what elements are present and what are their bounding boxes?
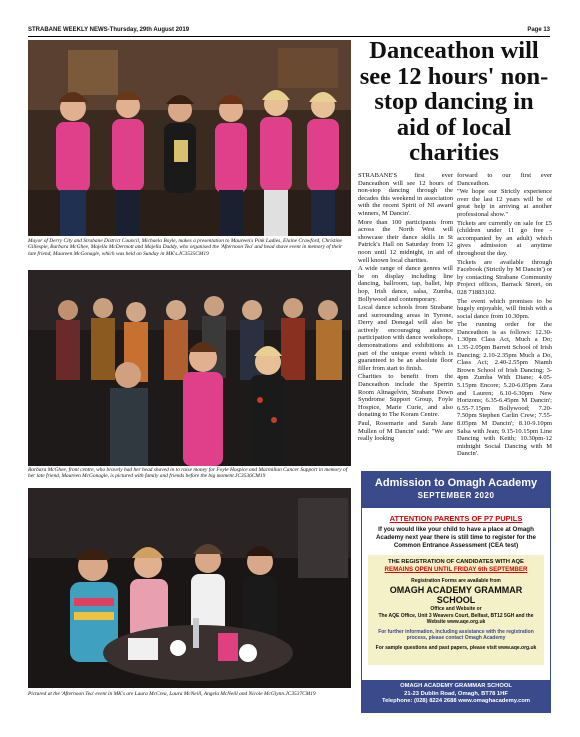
caption-photo-1: Mayor of Derry City and Strabane District Council, Michaela Boyle, makes a presentation to Maureen's Pink Ladies, Elaine Crawford, Christine Gillespie, Barbara McGhee, Majella McDermott and Majella Daddy, who organised the 'Afternoon Tea' and head shave event in memory of their late friend, Maureen McGonagle, which was held on Sunday in MK's.JC3535CM19: [28, 238, 343, 257]
paragraph: Local dance schools from Strabane and surrounding areas in Tyrone, Derry and Donegal will also be actively encouraging audience participation with dance workshops, demonstrations and exhibitions as part of the unique event which is guaranteed to be an absolute floor filler from start to finish.: [358, 304, 453, 372]
photo-pink-ladies-presentation: [28, 40, 351, 236]
article-column-2: [457, 172, 552, 464]
paragraph: STRABANE'S first ever Danceathon will see 12 hours of non-stop dancing through the decades this weekend in association with the recent Spirit of NI award winners, M Dancin'.: [358, 172, 453, 217]
registration-forms: Registration Forms are available from: [411, 578, 501, 584]
paragraph: forward to our first ever Danceathon.: [457, 172, 552, 187]
advert-intro: [362, 526, 550, 550]
advert-title: Admission to Omagh Academy: [374, 477, 538, 489]
page-number: Page 13: [527, 27, 550, 33]
registration-heading: THE REGISTRATION OF CANDIDATES WITH AQE: [388, 559, 524, 565]
further-info: For further information, including assistance with the registration process, please contact Omagh Academy: [378, 629, 534, 641]
advert-banner: [362, 472, 550, 508]
aqe-office-address: The AQE Office, Unit 3 Weavers Court, Belfast, BT12 5GH and the Website www.aqe.org.uk: [378, 613, 534, 625]
newspaper-date: STRABANE WEEKLY NEWS-Thursday, 29th August 2019: [28, 27, 190, 33]
article-headline: Danceathon will see 12 hours' non-stop dancing in aid of local charities: [359, 37, 549, 166]
photo-barbara-family: [28, 270, 351, 466]
paragraph: Tickets are currently on sale for £5 (children under 11 go free - accompanied by an adult) which gives admission at anytime throughout the day.: [457, 219, 552, 257]
school-name: OMAGH ACADEMY GRAMMAR SCHOOL: [389, 585, 523, 605]
caption-photo-3: Pictured at the 'Afternoon Tea' event in MK's are Laura McCrea, Laura McNeill, Angela McNeill and Nicole McGlynn.JC3537CM19: [28, 691, 316, 697]
paragraph: The running order for the Danceathon is as follows: 12.30-1.30pm Class Act, Much a Do; 1.35-2.05pm Barrett School of Irish Dancing; 2.10-2.35pm Much a Do, Class Act; 2.40-2.55pm Niamh Brown School of Irish Dancing; 3-4pm Zumba With Diane; 4.05-5.15pm Encore; 5.20-6.05pm Zara and Lauren; 6.10-6.30pm New Horizons; 6.35-6.45pm M Dancin'; 6.55-7.15pm Bollywood; 7.20-7.50pm Stephen Carlin Crew; 7.55-8.05pm M Dancin'; 8.10-9.10pm Salsa with Jean; 9.15-10.15pm Line Dancing with Keith; 10.30pm-12 midnight Social Dancing with M Dancin'.: [457, 321, 552, 458]
paragraph: More than 100 participants from across the North West will showcase their dance skills in St Patrick's Hall on Saturday from 12 noon until 12 midnight, in aid of well known local charities.: [358, 218, 453, 264]
advert-intro-text: If you would like your child to have a place at Omagh Academy next year there is still time to register for the: [376, 526, 536, 541]
advert-intro-test: Common Entrance Assessment (CEA test): [393, 542, 519, 549]
paragraph: "We hope our Strictly experience over the last 12 years will be of great help in arriving at another professional show.": [457, 188, 552, 218]
paragraph: A wide range of dance genres will be on display including line dancing, ballroom, tap, ballet, hip hop, Irish dance, salsa, Zumba, Bollywood and contemporary.: [358, 265, 453, 303]
footer-school: OMAGH ACADEMY GRAMMAR SCHOOL: [400, 683, 512, 689]
photo-afternoon-tea: [28, 488, 351, 688]
footer-contact: Telephone: (028) 8224 2688 www.omaghacademy.com: [381, 698, 531, 704]
registration-deadline: REMAINS OPEN UNTIL FRIDAY 6th SEPTEMBER: [384, 566, 528, 573]
paragraph: Tickets are available through Facebook (Strictly by M Dancin') or by contacting Strabane Community Project offices, Barrack Street, on 028 71883102.: [457, 258, 552, 296]
advert-footer: [362, 680, 550, 712]
paragraph: The event which promises to be hugely enjoyable, will finish with a social dance from 10.30pm.: [457, 297, 552, 320]
footer-address: 21-23 Dublin Road, Omagh, BT78 1HF: [404, 690, 508, 697]
advert-subtitle: SEPTEMBER 2020: [417, 491, 495, 500]
paragraph: Charities to benefit from the Danceathon include the Sperrin Room Altnagelvin, Strabane Down Syndrome Support Group, Foyle Hospice, Marie Curie, and also donating to The Koram Centre.: [358, 373, 453, 419]
office-website: Office and Website or: [430, 606, 482, 612]
caption-photo-2: Barbara McGhee, front centre, who bravely had her head shaved in to raise money for Foyle Hospice and Macmillan Cancer Support in memory of her late friend, Maureen McGonagle, is pictured with family and friends before the big moment.JC3536CM19: [28, 467, 348, 480]
advert-attention: ATTENTION PARENTS OF P7 PUPILS: [389, 514, 523, 523]
article-column-1: [358, 172, 453, 464]
omagh-academy-advert: [361, 471, 551, 713]
paragraph: Paul, Rosemarie and Sarah Jane Mullen of M Dancin' said: "We are really looking: [358, 420, 453, 443]
sample-questions: For sample questions and past papers, please visit www.aqe.org.uk: [375, 645, 537, 651]
advert-registration-box: [368, 555, 544, 665]
